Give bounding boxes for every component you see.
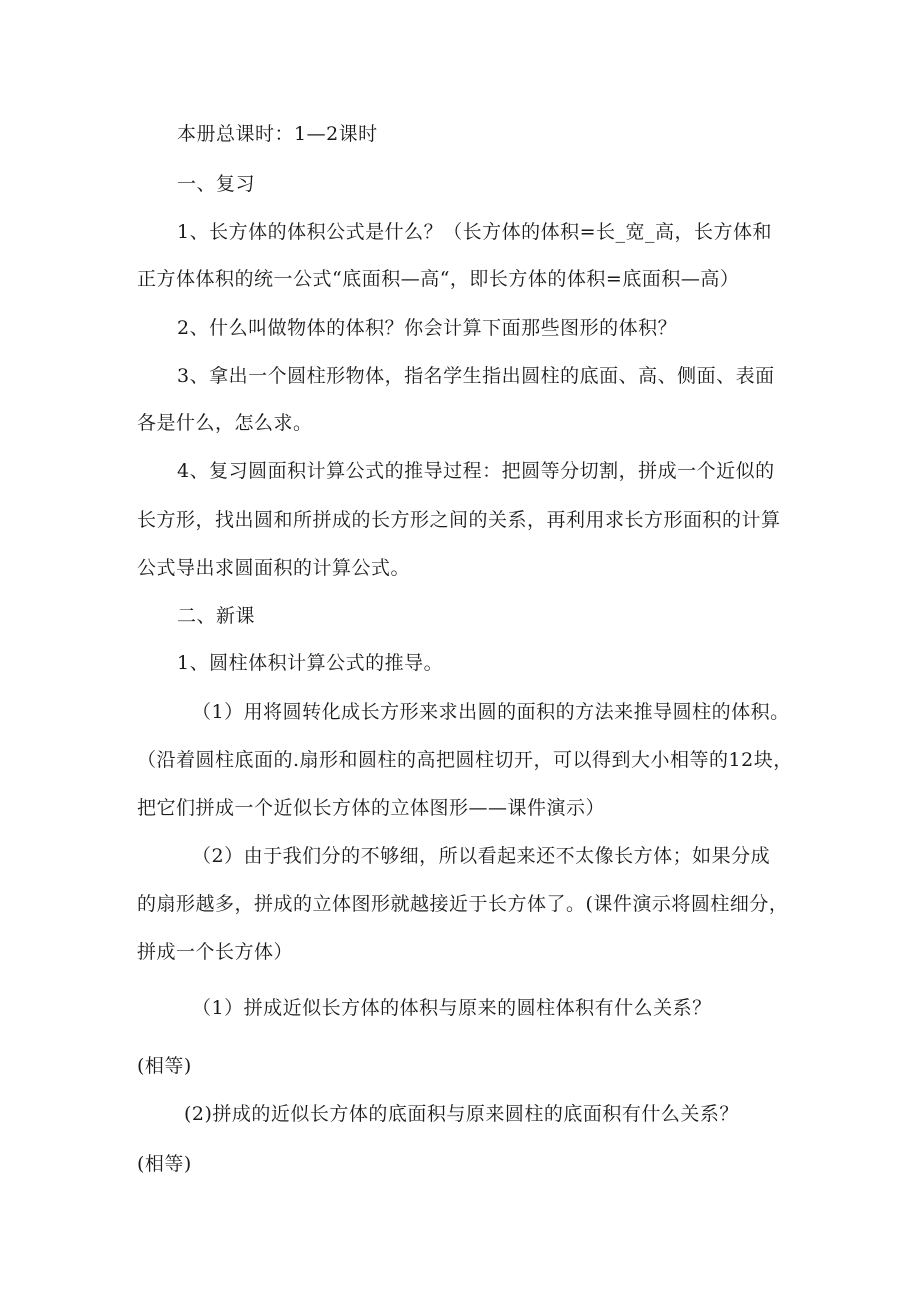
text-line: 长方形，找出圆和所拼成的长方形之间的关系，再利用求长方形面积的计算: [137, 509, 781, 531]
section-heading: 二、新课: [177, 605, 256, 627]
text-line: 本册总课时：1—2课时: [177, 123, 378, 145]
text-line: (相等): [137, 1055, 192, 1077]
text-line: 2、什么叫做物体的体积？你会计算下面那些图形的体积？: [177, 317, 678, 339]
text-line: 公式导出求圆面积的计算公式。: [137, 557, 411, 579]
text-line: （1）拼成近似长方体的体积与原来的圆柱体积有什么关系？: [192, 997, 712, 1019]
text-line: 3、拿出一个圆柱形物体，指名学生指出圆柱的底面、高、侧面、表面: [177, 365, 775, 387]
text-line: 把它们拼成一个近似长方体的立体图形——课件演示）: [137, 797, 606, 819]
text-line: 4、复习圆面积计算公式的推导过程：把圆等分切割，拼成一个近似的: [177, 460, 775, 482]
text-line: 正方体体积的统一公式“底面积—高“，即长方体的体积=底面积—高）: [137, 268, 740, 290]
section-heading: 一、复习: [177, 173, 256, 195]
text-line: (2)拼成的近似长方体的底面积与原来圆柱的底面积有什么关系？: [184, 1103, 739, 1125]
text-line: 各是什么，怎么求。: [137, 412, 313, 434]
text-line: （2）由于我们分的不够细，所以看起来还不太像长方体；如果分成: [192, 845, 771, 867]
text-line: 拼成一个长方体）: [137, 941, 294, 963]
text-line: （1）用将圆转化成长方形来求出圆的面积的方法来推导圆柱的体积。: [192, 701, 790, 723]
text-line: 的扇形越多，拼成的立体图形就越接近于长方体了。(课件演示将圆柱细分，: [137, 893, 789, 915]
text-line: 1、圆柱体积计算公式的推导。: [177, 652, 444, 674]
text-line: 1、长方体的体积公式是什么？（长方体的体积=长_宽_高，长方体和: [177, 221, 773, 243]
text-line: （沿着圆柱底面的.扇形和圆柱的高把圆柱切开，可以得到大小相等的12块，: [137, 749, 793, 771]
text-line: (相等): [137, 1153, 192, 1175]
